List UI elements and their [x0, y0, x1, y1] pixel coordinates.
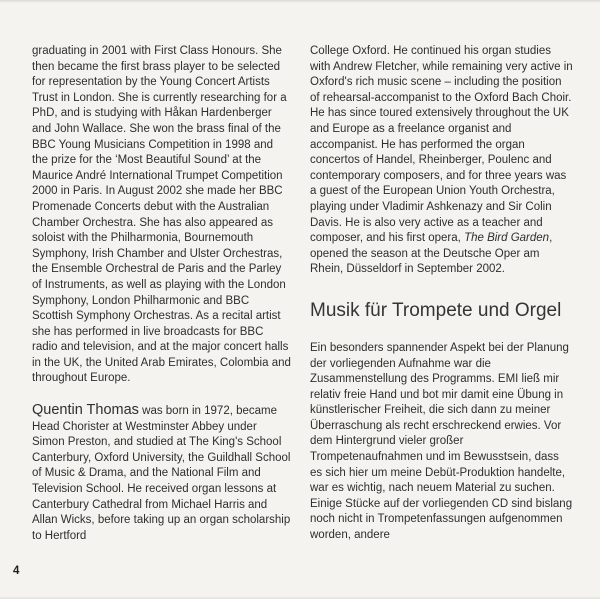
german-notes-paragraph: [310, 341, 573, 544]
scan-edge-top: [0, 0, 600, 3]
opera-title: The Bird Garden: [464, 232, 550, 245]
biography-paragraph-trumpeter: [32, 44, 291, 387]
right-column: [310, 44, 573, 560]
paragraph-text: was born in 1972, became Head Chorister at Westminster Abbey under Simon Preston, and studied at The King's School Canterbury, Oxford University, the Guildhall School of Music & Drama, and the National Film and Television School. He received organ lessons at Canterbury Cathedral from Michael Harris and Allan Wicks, before taking up an organ scholarship to Hertford: [32, 405, 291, 542]
paragraph-text: Ein besonders spannender Aspekt bei der Planung der vorliegenden Aufnahme war die Zusammenstellung des Programms. EMI ließ mir relativ freie Hand und bot mir damit eine Übung in künstlerischer Freiheit, die sich dann zu meiner Überraschung als recht erschreckend erwies. Vor dem Hintergrund vieler großer Trompetenaufnahmen und im Bewusstsein, dass es sich hier um meine Debüt-Produktion handelte, war es wichtig, nach neuem Material zu suchen. Einige Stücke auf der vorliegenden CD sind bislang noch nicht in Trompetenfassungen aufgenommen worden, andere: [310, 341, 573, 542]
paragraph-text: graduating in 2001 with First Class Honours. She then became the first brass player to be selected for representation by the Young Concert Artists Trust in London. She is currently researching for a PhD, and is studying with Håkan Hardenberger and John Wallace. She won the brass final of the BBC Young Musicians Competition in 1998 and the prize for the ‘Most Beautiful Sound’ at the Maurice André International Trumpet Competition 2000 in Paris. In August 2002 she made her BBC Promenade Concerts debut with the Australian Chamber Orchestra. She has also appeared as soloist with the Philharmonia, Bournemouth Symphony, Irish Chamber and Ulster Orchestras, the Ensemble Orchestral de Paris and the Parley of Instruments, as well as playing with the London Symphony, London Philharmonic and BBC Scottish Symphony Orchestras. As a recital artist she has performed in live broadcasts for BBC radio and television, and at the major concert halls in the UK, the United Arab Emirates, Colombia and throughout Europe.: [32, 45, 291, 385]
paragraph-text: , opened the season at the Deutsche Oper am Rhein, Düsseldorf in September 2002.: [310, 232, 553, 276]
paragraph-text: College Oxford. He continued his organ studies with Andrew Fletcher, while remaining very active in Oxford's rich music scene – including the position of rehearsal-accompanist to the Oxford Bach Choir. He has since toured extensively throughout the UK and Europe as a freelance organist and accompanist. He has performed the organ concertos of Handel, Rheinberger, Poulenc and contemporary composers, and for three years was a guest of the European Union Youth Orchestra, playing under Vladimir Ashkenazy and Sir Colin Davis. He is also very active as a teacher and composer, and his first opera,: [310, 45, 573, 245]
section-heading: Musik für Trompete und Orgel: [310, 299, 562, 321]
left-column: [32, 44, 291, 560]
biography-paragraph-continued: [310, 44, 573, 278]
page-number: 4: [13, 565, 20, 577]
biography-paragraph-organist: [32, 403, 291, 544]
person-name: Quentin Thomas: [32, 402, 139, 419]
